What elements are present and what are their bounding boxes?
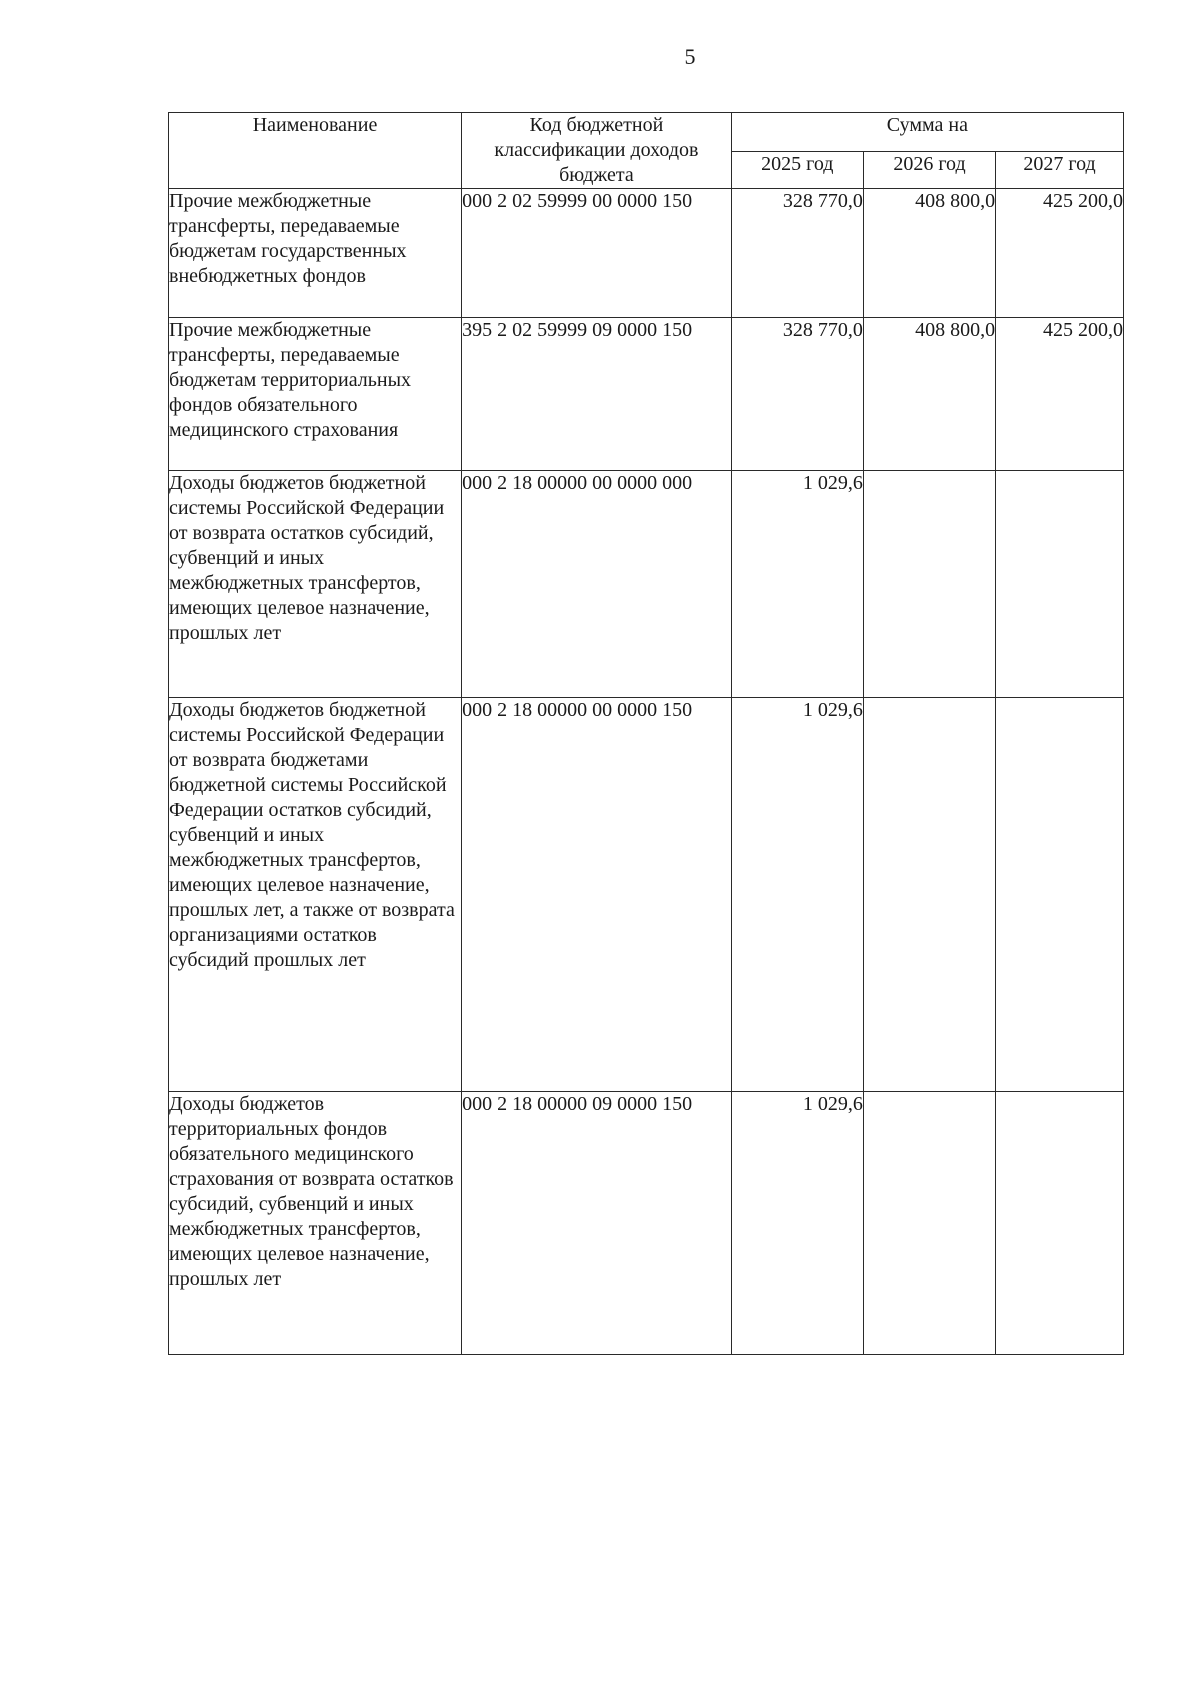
row-value-2027 [996, 471, 1124, 698]
page-number-text: 5 [684, 44, 696, 69]
row-value-2025: 1 029,6 [731, 1092, 863, 1355]
row-name: Прочие межбюджетные трансферты, передаваемые бюджетам территориальных фондов обязательного медицинского страхования [169, 318, 462, 471]
row-value-2025: 1 029,6 [731, 698, 863, 1092]
header-year-2026: 2026 год [863, 152, 995, 189]
row-code: 000 2 18 00000 09 0000 150 [462, 1092, 732, 1355]
row-value-2027: 425 200,0 [996, 189, 1124, 318]
row-name: Доходы бюджетов бюджетной системы Российской Федерации от возврата остатков субсидий, субвенций и иных межбюджетных трансфертов, имеющих целевое назначение, прошлых лет [169, 471, 462, 698]
row-value-2025: 1 029,6 [731, 471, 863, 698]
row-name: Доходы бюджетов бюджетной системы Российской Федерации от возврата бюджетами бюджетной системы Российской Федерации остатков субсидий, субвенций и иных межбюджетных трансфертов, имеющих целевое назначение, прошлых лет, а также от возврата организациями остатков субсидий прошлых лет [169, 698, 462, 1092]
table-row [169, 471, 1124, 698]
row-value-2027 [996, 698, 1124, 1092]
revenue-table [168, 112, 1124, 1355]
row-code: 395 2 02 59999 09 0000 150 [462, 318, 732, 471]
header-year-2027: 2027 год [996, 152, 1124, 189]
row-value-2026 [863, 471, 995, 698]
header-name: Наименование [169, 113, 462, 189]
row-code: 000 2 02 59999 00 0000 150 [462, 189, 732, 318]
header-sum: Сумма на [731, 113, 1123, 152]
table-row [169, 698, 1124, 1092]
row-name: Доходы бюджетов территориальных фондов обязательного медицинского страхования от возврата остатков субсидий, субвенций и иных межбюджетных трансфертов, имеющих целевое назначение, прошлых лет [169, 1092, 462, 1355]
row-value-2025: 328 770,0 [731, 318, 863, 471]
row-value-2026: 408 800,0 [863, 318, 995, 471]
header-year-2025: 2025 год [731, 152, 863, 189]
table-row [169, 1092, 1124, 1355]
page-number [0, 44, 1200, 70]
row-code: 000 2 18 00000 00 0000 000 [462, 471, 732, 698]
row-name: Прочие межбюджетные трансферты, передаваемые бюджетам государственных внебюджетных фондов [169, 189, 462, 318]
row-value-2026 [863, 698, 995, 1092]
table-row [169, 318, 1124, 471]
row-value-2025: 328 770,0 [731, 189, 863, 318]
row-value-2026 [863, 1092, 995, 1355]
header-code: Код бюджетной классификации доходов бюджета [462, 113, 732, 189]
row-value-2027: 425 200,0 [996, 318, 1124, 471]
table-row [169, 189, 1124, 318]
row-value-2026: 408 800,0 [863, 189, 995, 318]
row-code: 000 2 18 00000 00 0000 150 [462, 698, 732, 1092]
row-value-2027 [996, 1092, 1124, 1355]
